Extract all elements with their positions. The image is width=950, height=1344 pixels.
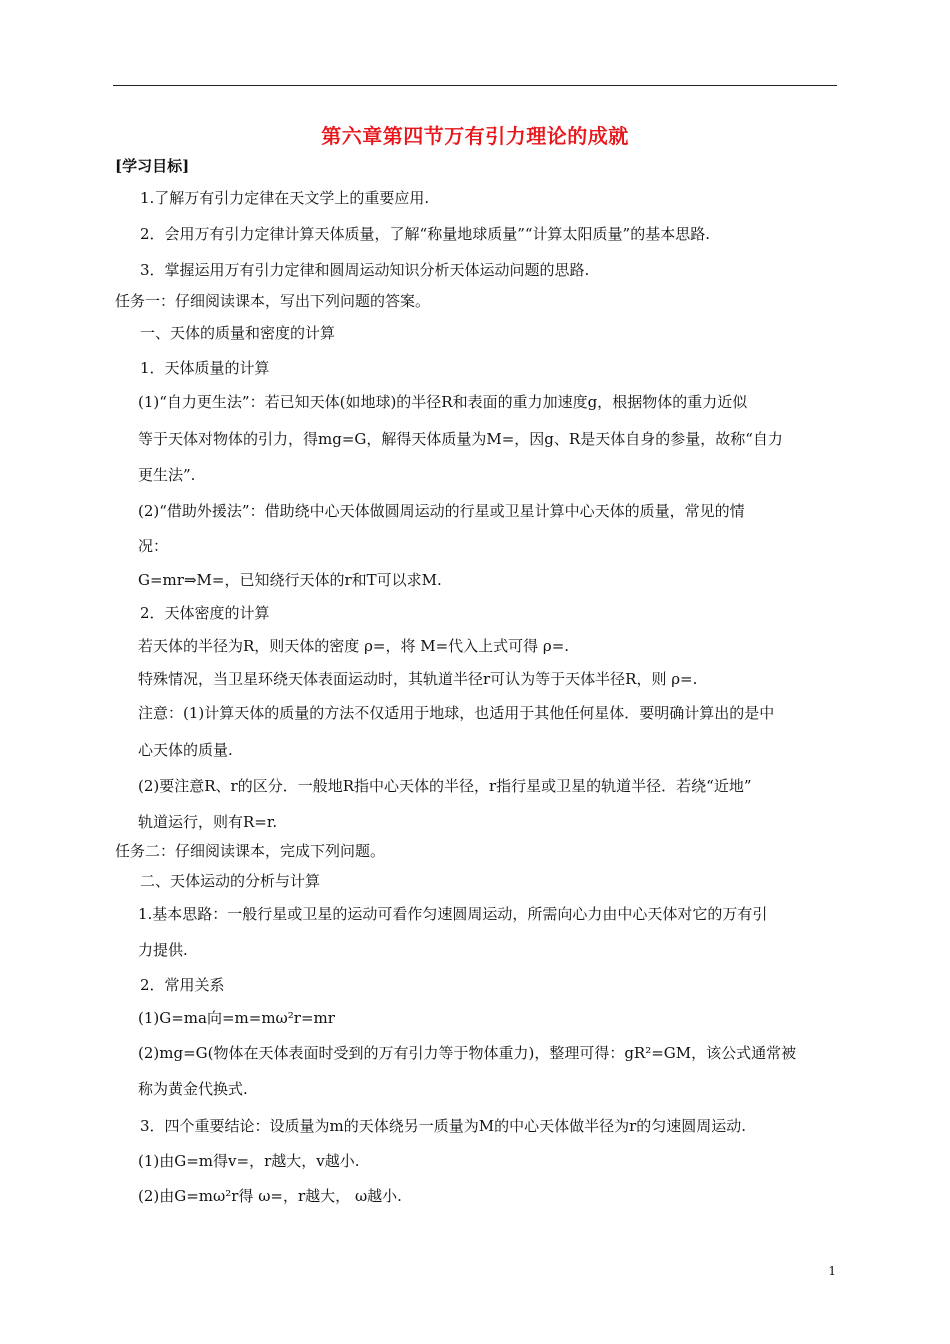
page-number: 1	[828, 1264, 836, 1278]
subsection-mass: 1．天体质量的计算	[140, 359, 270, 377]
section-one-heading: 一、天体的质量和密度的计算	[140, 324, 336, 342]
paragraph-line: (1)“自力更生法”：若已知天体(如地球)的半径R和表面的重力加速度g，根据物体的重力近似	[138, 393, 748, 411]
objectives-heading: [学习目标]	[115, 157, 190, 175]
paragraph-line: 力提供.	[138, 941, 188, 959]
note-line: (2)要注意R、r的区分．一般地R指中心天体的半径，r指行星或卫星的轨道半径．若绕“近地”	[138, 777, 752, 795]
paragraph-line: 等于天体对物体的引力，得mg=G，解得天体质量为M=，因g、R是天体自身的参量，故称“自力	[138, 430, 783, 448]
note-line: 注意：(1)计算天体的质量的方法不仅适用于地球，也适用于其他任何星体．要明确计算出的是中	[138, 704, 775, 722]
paragraph-line: 3．四个重要结论：设质量为m的天体绕另一质量为M的中心天体做半径为r的匀速圆周运动.	[140, 1117, 747, 1135]
paragraph-line: 况：	[138, 537, 169, 555]
objective-1: 1.了解万有引力定律在天文学上的重要应用.	[140, 189, 430, 207]
page-title: 第六章第四节万有引力理论的成就	[321, 124, 629, 148]
objective-3: 3．掌握运用万有引力定律和圆周运动知识分析天体运动问题的思路.	[140, 261, 590, 279]
paragraph-line: 更生法”.	[138, 466, 196, 484]
formula-line: (2)由G=mω²r得 ω=，r越大， ω越小.	[138, 1187, 402, 1205]
paragraph-line: 称为黄金代换式.	[138, 1080, 248, 1098]
note-line: 心天体的质量.	[138, 741, 233, 759]
formula-line: (1)由G=m得v=，r越大，v越小.	[138, 1152, 360, 1170]
paragraph-line: 若天体的半径为R，则天体的密度 ρ=，将 M=代入上式可得 ρ=.	[138, 637, 570, 655]
paragraph-line: (2)mg=G(物体在天体表面时受到的万有引力等于物体重力)，整理可得：gR²=GM，该公式通常被	[138, 1044, 797, 1062]
formula-line: G=mr⇒M=，已知绕行天体的r和T可以求M.	[138, 571, 442, 589]
objective-2: 2．会用万有引力定律计算天体质量，了解“称量地球质量”“计算太阳质量”的基本思路.	[140, 225, 710, 243]
subsection-density: 2．天体密度的计算	[140, 604, 270, 622]
note-line: 轨道运行，则有R=r.	[138, 813, 278, 831]
paragraph-line: (2)“借助外援法”：借助绕中心天体做圆周运动的行星或卫星计算中心天体的质量，常见的情	[138, 502, 745, 520]
task-two: 任务二：仔细阅读课本，完成下列问题。	[115, 842, 386, 860]
task-one: 任务一：仔细阅读课本，写出下列问题的答案。	[115, 292, 431, 310]
formula-line: (1)G=ma向=m=mω²r=mr	[138, 1009, 335, 1027]
paragraph-line: 特殊情况，当卫星环绕天体表面运动时，其轨道半径r可认为等于天体半径R，则 ρ=.	[138, 670, 698, 688]
paragraph-line: 1.基本思路：一般行星或卫星的运动可看作匀速圆周运动，所需向心力由中心天体对它的万有引	[138, 905, 768, 923]
section-two-heading: 二、天体运动的分析与计算	[140, 872, 321, 890]
header-rule	[113, 85, 837, 86]
subsection-relations: 2．常用关系	[140, 976, 225, 994]
